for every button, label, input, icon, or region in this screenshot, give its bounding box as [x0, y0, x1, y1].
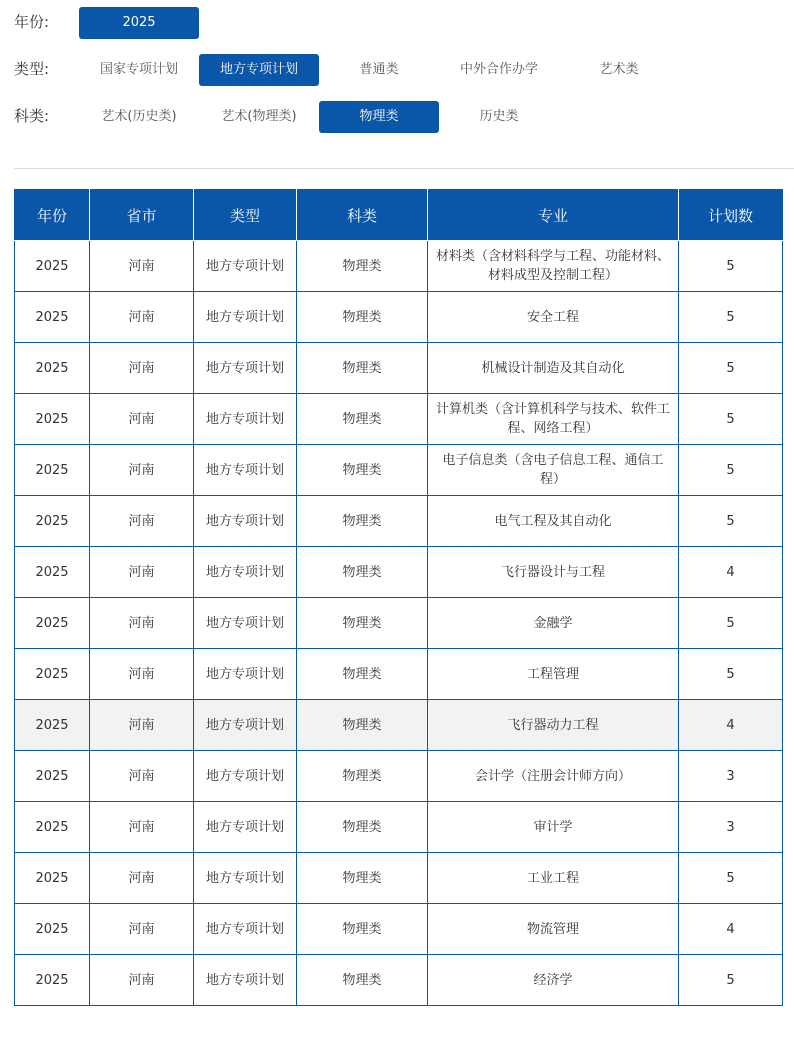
- cell-province: 河南: [90, 241, 194, 292]
- cell-year: 2025: [15, 904, 90, 955]
- cell-type: 地方专项计划: [194, 853, 297, 904]
- cell-plan-count: 4: [679, 700, 783, 751]
- header-province: 省市: [90, 190, 194, 241]
- type-option-sino-foreign[interactable]: 中外合作办学: [459, 62, 538, 77]
- cell-plan-count: 5: [679, 496, 783, 547]
- cell-plan-count: 5: [679, 343, 783, 394]
- cell-type: 地方专项计划: [194, 955, 297, 1006]
- table-row: [15, 394, 783, 445]
- type-filter-label: 类型:: [14, 60, 50, 78]
- cell-province: 河南: [90, 904, 194, 955]
- header-major: 专业: [428, 190, 679, 241]
- cell-year: 2025: [15, 751, 90, 802]
- cell-year: 2025: [15, 649, 90, 700]
- cell-major: 工业工程: [428, 853, 679, 904]
- cell-year: 2025: [15, 241, 90, 292]
- cell-year: 2025: [15, 496, 90, 547]
- cell-plan-count: 4: [679, 904, 783, 955]
- table-row: [15, 700, 783, 751]
- table-row: [15, 292, 783, 343]
- year-option-2025[interactable]: 2025: [79, 7, 199, 39]
- cell-type: 地方专项计划: [194, 751, 297, 802]
- cell-year: 2025: [15, 547, 90, 598]
- cell-major: 安全工程: [428, 292, 679, 343]
- cell-plan-count: 5: [679, 853, 783, 904]
- cell-major: 物流管理: [428, 904, 679, 955]
- cell-type: 地方专项计划: [194, 904, 297, 955]
- table-row: [15, 496, 783, 547]
- cell-type: 地方专项计划: [194, 802, 297, 853]
- cell-major: 计算机类（含计算机科学与技术、软件工程、网络工程）: [428, 394, 679, 445]
- cell-type: 地方专项计划: [194, 292, 297, 343]
- subject-option-history[interactable]: 历史类: [479, 109, 519, 124]
- cell-plan-count: 5: [679, 394, 783, 445]
- table-row: [15, 853, 783, 904]
- cell-major: 电子信息类（含电子信息工程、通信工程）: [428, 445, 679, 496]
- cell-province: 河南: [90, 292, 194, 343]
- cell-province: 河南: [90, 751, 194, 802]
- cell-province: 河南: [90, 955, 194, 1006]
- cell-subject: 物理类: [297, 394, 428, 445]
- cell-type: 地方专项计划: [194, 343, 297, 394]
- cell-type: 地方专项计划: [194, 649, 297, 700]
- table-row: [15, 649, 783, 700]
- cell-province: 河南: [90, 802, 194, 853]
- cell-subject: 物理类: [297, 547, 428, 598]
- subject-option-art-history[interactable]: 艺术(历史类): [101, 109, 177, 124]
- type-option-national[interactable]: 国家专项计划: [99, 62, 178, 77]
- cell-type: 地方专项计划: [194, 241, 297, 292]
- cell-year: 2025: [15, 343, 90, 394]
- cell-province: 河南: [90, 394, 194, 445]
- cell-type: 地方专项计划: [194, 547, 297, 598]
- cell-province: 河南: [90, 649, 194, 700]
- table-row: [15, 955, 783, 1006]
- cell-plan-count: 5: [679, 598, 783, 649]
- table-row: [15, 802, 783, 853]
- table-row: [15, 751, 783, 802]
- cell-subject: 物理类: [297, 241, 428, 292]
- cell-year: 2025: [15, 853, 90, 904]
- cell-year: 2025: [15, 394, 90, 445]
- cell-plan-count: 4: [679, 547, 783, 598]
- cell-province: 河南: [90, 547, 194, 598]
- cell-subject: 物理类: [297, 751, 428, 802]
- cell-subject: 物理类: [297, 802, 428, 853]
- enrollment-plan-table: [14, 189, 783, 1006]
- cell-province: 河南: [90, 853, 194, 904]
- cell-plan-count: 3: [679, 802, 783, 853]
- header-type: 类型: [194, 190, 297, 241]
- table-row: [15, 598, 783, 649]
- cell-subject: 物理类: [297, 853, 428, 904]
- table-row: [15, 445, 783, 496]
- subject-option-art-physics[interactable]: 艺术(物理类): [221, 109, 297, 124]
- cell-major: 材料类（含材料科学与工程、功能材料、材料成型及控制工程）: [428, 241, 679, 292]
- cell-subject: 物理类: [297, 700, 428, 751]
- cell-plan-count: 5: [679, 649, 783, 700]
- subject-filter-label: 科类:: [14, 107, 50, 125]
- cell-type: 地方专项计划: [194, 700, 297, 751]
- cell-subject: 物理类: [297, 445, 428, 496]
- header-year: 年份: [15, 190, 90, 241]
- cell-year: 2025: [15, 445, 90, 496]
- table-row: [15, 904, 783, 955]
- cell-major: 飞行器动力工程: [428, 700, 679, 751]
- type-option-local[interactable]: 地方专项计划: [199, 54, 319, 86]
- year-filter-label: 年份:: [14, 13, 50, 31]
- cell-province: 河南: [90, 598, 194, 649]
- cell-type: 地方专项计划: [194, 394, 297, 445]
- header-subject: 科类: [297, 190, 428, 241]
- cell-subject: 物理类: [297, 292, 428, 343]
- header-plan-count: 计划数: [679, 190, 783, 241]
- cell-type: 地方专项计划: [194, 496, 297, 547]
- cell-subject: 物理类: [297, 649, 428, 700]
- type-option-art[interactable]: 艺术类: [599, 62, 639, 77]
- table-header-row: [15, 190, 783, 241]
- cell-major: 审计学: [428, 802, 679, 853]
- cell-major: 飞行器设计与工程: [428, 547, 679, 598]
- table-row: [15, 343, 783, 394]
- cell-province: 河南: [90, 496, 194, 547]
- cell-major: 金融学: [428, 598, 679, 649]
- cell-year: 2025: [15, 598, 90, 649]
- cell-major: 工程管理: [428, 649, 679, 700]
- cell-major: 经济学: [428, 955, 679, 1006]
- subject-option-physics[interactable]: 物理类: [319, 101, 439, 133]
- cell-plan-count: 5: [679, 955, 783, 1006]
- cell-subject: 物理类: [297, 496, 428, 547]
- type-option-general[interactable]: 普通类: [359, 62, 399, 77]
- cell-major: 会计学（注册会计师方向）: [428, 751, 679, 802]
- table-row: [15, 547, 783, 598]
- cell-province: 河南: [90, 343, 194, 394]
- cell-year: 2025: [15, 292, 90, 343]
- cell-major: 电气工程及其自动化: [428, 496, 679, 547]
- cell-subject: 物理类: [297, 904, 428, 955]
- cell-plan-count: 5: [679, 292, 783, 343]
- table-row: [15, 241, 783, 292]
- cell-year: 2025: [15, 955, 90, 1006]
- cell-subject: 物理类: [297, 598, 428, 649]
- cell-plan-count: 3: [679, 751, 783, 802]
- cell-province: 河南: [90, 700, 194, 751]
- cell-plan-count: 5: [679, 445, 783, 496]
- cell-province: 河南: [90, 445, 194, 496]
- cell-year: 2025: [15, 802, 90, 853]
- cell-year: 2025: [15, 700, 90, 751]
- cell-type: 地方专项计划: [194, 598, 297, 649]
- cell-type: 地方专项计划: [194, 445, 297, 496]
- cell-subject: 物理类: [297, 343, 428, 394]
- cell-subject: 物理类: [297, 955, 428, 1006]
- divider: [14, 168, 794, 169]
- cell-major: 机械设计制造及其自动化: [428, 343, 679, 394]
- cell-plan-count: 5: [679, 241, 783, 292]
